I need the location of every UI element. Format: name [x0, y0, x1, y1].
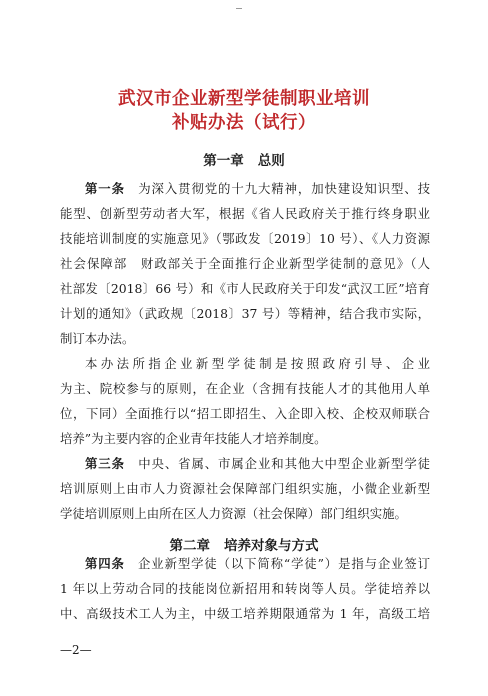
- article-1-line: 技能培训制度的实施意见》（鄂政发〔2019〕10 号）、《人力资源: [60, 231, 430, 246]
- article-1-para2-line: 培养”为主要内容的企业青年技能人才培养制度。: [60, 431, 327, 446]
- article-1-line: 能型、创新型劳动者大军，根据《省人民政府关于推行终身职业: [60, 206, 430, 221]
- chapter-title: 培养对象与方式: [224, 538, 319, 554]
- article-1-para2-line: 位，下同）全面推行以“招工即招生、入企即入校、企校双师联合: [60, 406, 430, 421]
- article-3-line: 学徒培训原则上由所在区人力资源（社会保障）部门组织实施。: [60, 506, 407, 521]
- scan-mark: [236, 8, 242, 9]
- chapter-heading-2: [0, 537, 488, 555]
- article-3-line: 第三条 中央、省属、市属企业和其他大中型企业新型学徒: [85, 456, 430, 471]
- article-label: 第四条: [85, 556, 125, 571]
- article-4-line: 中、高级技术工人为主，中级工培养期限通常为 1 年，高级工培: [60, 606, 430, 621]
- document-title-line-1: 武汉市企业新型学徒制职业培训: [118, 89, 370, 109]
- chapter-heading-1: [0, 152, 488, 170]
- article-1-line: 社部发〔2018〕66 号）和《市人民政府关于印发“武汉工匠”培育: [60, 281, 430, 296]
- article-1-para2-line: 为主、院校参与的原则，在企业（含拥有技能人才的其他用人单: [60, 381, 430, 396]
- article-4-line: 第四条 企业新型学徒（以下简称“学徒”）是指与企业签订: [85, 556, 430, 571]
- chapter-label: 第一章: [203, 153, 244, 169]
- article-label: 第三条: [85, 456, 125, 471]
- page-number: —2—: [60, 643, 92, 657]
- article-1-para2-line: 本办法所指企业新型学徒制是按照政府引导、企业: [85, 356, 430, 371]
- chapter-label: 第二章: [169, 538, 210, 554]
- chapter-title: 总则: [257, 153, 285, 169]
- article-4-line: 1 年以上劳动合同的技能岗位新招用和转岗等人员。学徒培养以: [60, 581, 430, 596]
- document-title-line-2: 补贴办法（试行）: [172, 113, 316, 133]
- article-label: 第一条: [85, 181, 125, 196]
- article-1-line: 制订本办法。: [60, 331, 135, 346]
- article-1-line: 社会保障部 财政部关于全面推行企业新型学徒制的意见》（人: [60, 256, 430, 271]
- article-3-line: 培训原则上由市人力资源社会保障部门组织实施，小微企业新型: [60, 481, 430, 496]
- article-1-line: 计划的通知》（武政规〔2018〕37 号）等精神，结合我市实际，: [60, 306, 430, 321]
- article-1-line: 第一条 为深入贯彻党的十九大精神，加快建设知识型、技: [85, 181, 430, 196]
